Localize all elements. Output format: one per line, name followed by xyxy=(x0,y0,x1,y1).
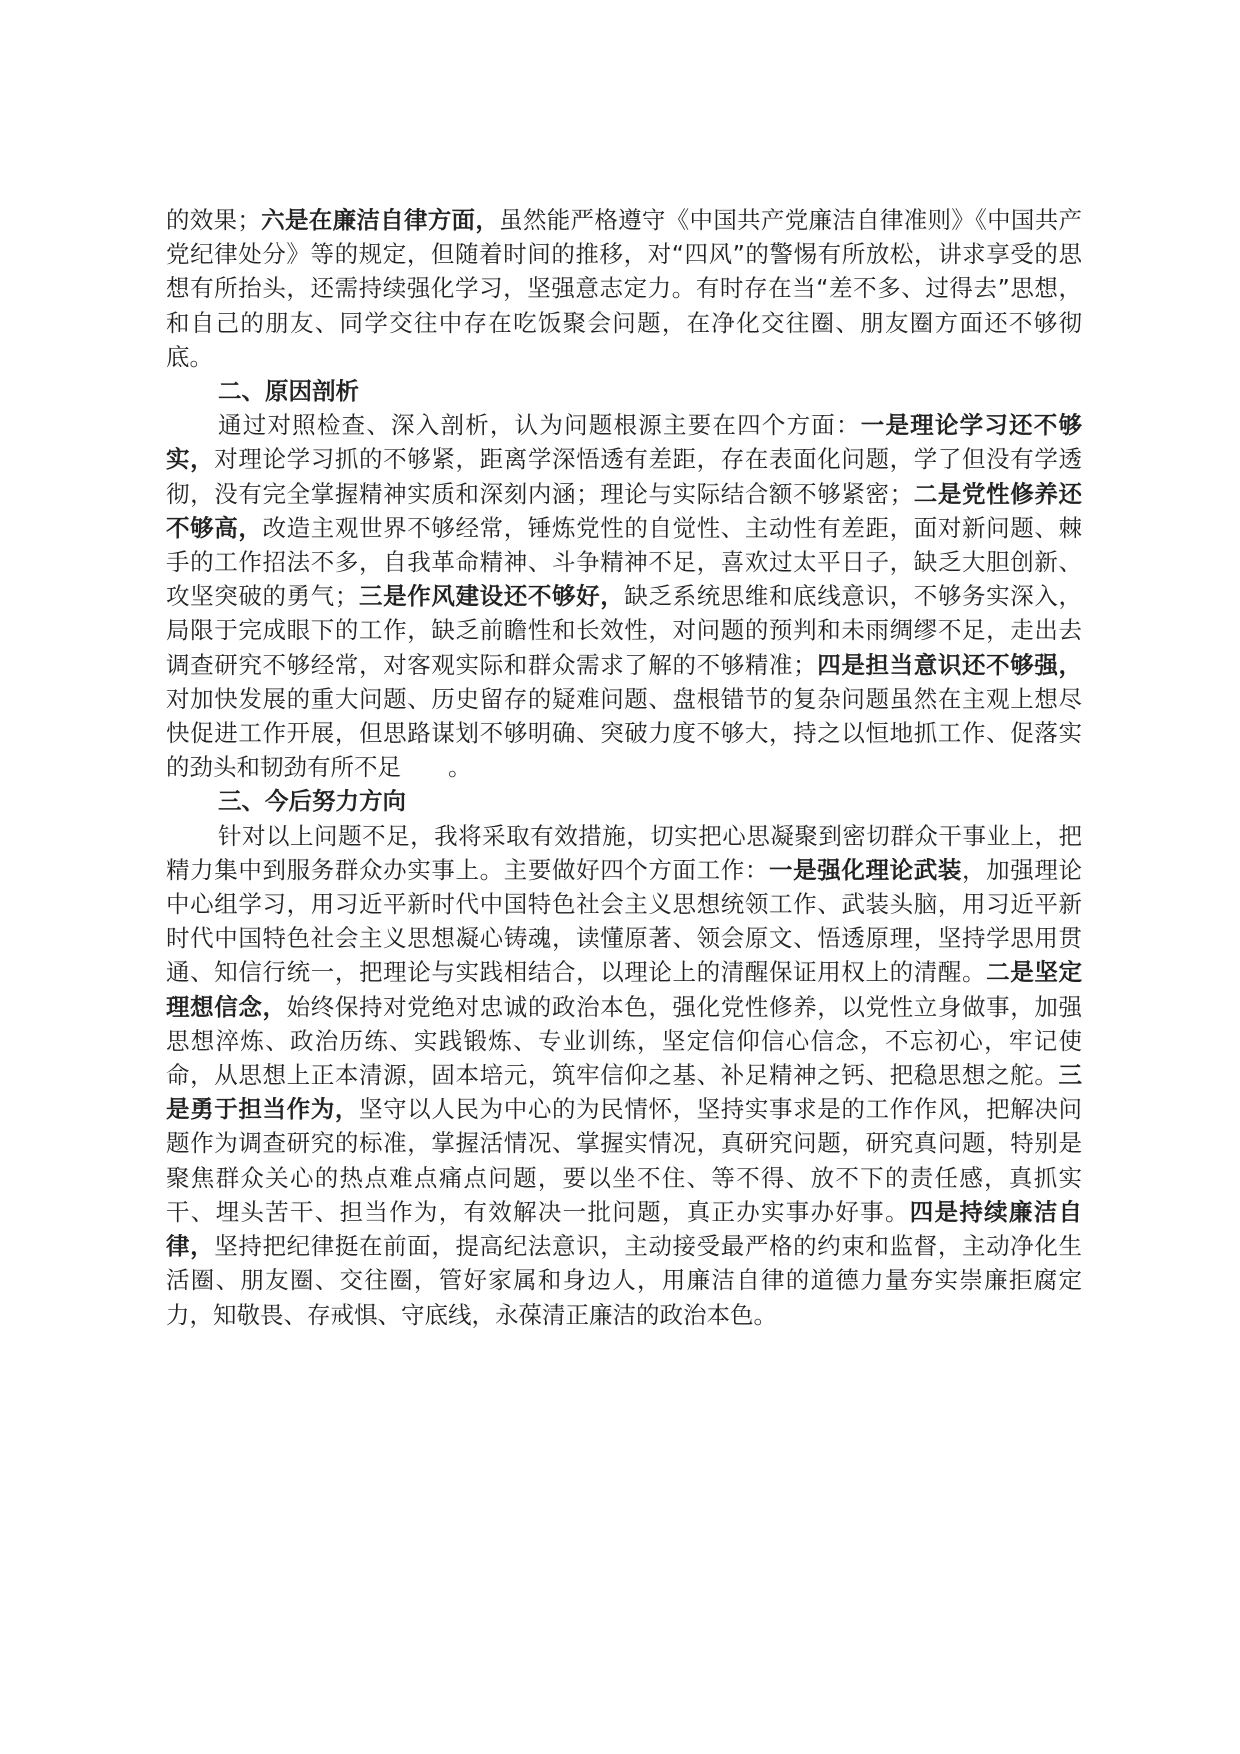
bold-lead-phrase: 三是作风建设还不够好， xyxy=(358,582,625,611)
section-heading-cause-analysis: 二、原因剖析 xyxy=(218,377,359,406)
body-text-segment: 针对以上问题不足，我将采取有效措施，切实把心思凝聚到密切群众干事业上，把精力集中到服务群众办实事上。主要做好四个方面工作： xyxy=(166,821,1082,884)
body-text-segment: 改造主观世界不够经常，锤炼党性的自觉性、主动性有差距，面对新问题、棘手的工作招法不多，自我革命精神、斗争精神不足，喜欢过太平日子，缺乏大胆创新、攻坚突破的勇气； xyxy=(166,513,1083,611)
body-text-segment: 对理论学习抓的不够紧，距离学深悟透有差距，存在表面化问题，学了但没有学透彻，没有完全掌握精神实质和深刻内涵；理论与实际结合额不够紧密； xyxy=(166,445,1083,508)
paragraph-future-direction xyxy=(166,819,1082,1332)
body-text-segment: 虽然能严格遵守《中国共产党廉洁自律准则》《中国共产党纪律处分》等的规定，但随着时间的推移，对“四风”的警惕有所放松，讲求享受的思想有所抬头，还需持续强化学习，坚强意志定力。有时存在当“差不多、过得去”思想，和自己的朋友、同学交往中存在吃饭聚会问题，在净化交往圈、朋友圈方面还不够彻底。 xyxy=(166,206,1083,371)
bold-lead-phrase: 二是坚定理想信念， xyxy=(166,958,1083,1021)
section-heading-future-direction: 三、今后努力方向 xyxy=(218,787,406,816)
body-text-segment: 坚持把纪律挺在前面，提高纪法意识，主动接受最严格的约束和监督，主动净化生活圈、朋友圈、交往圈，管好家属和身边人，用廉洁自律的道德力量夯实崇廉拒腐定力，知敬畏、存戒惧、守底线，永葆清正廉洁的政治本色。 xyxy=(166,1232,1083,1329)
body-text-segment: 对加快发展的重大问题、历史留存的疑难问题、盘根错节的复杂问题虽然在主观上想尽快促进工作开展，但思路谋划不够明确、突破力度不够大，持之以恒地抓工作、促落实的劲头和韧劲有所不足 。 xyxy=(166,684,1082,782)
body-text-segment: 缺乏系统思维和底线意识，不够务实深入，局限于完成眼下的工作，缺乏前瞻性和长效性，对问题的预判和未雨绸缪不足，走出去调查研究不够经常，对客观实际和群众需求了解的不够精准； xyxy=(166,582,1083,679)
bold-lead-phrase: 一是强化理论武装 xyxy=(769,855,963,884)
bold-lead-phrase: 六是在廉洁自律方面， xyxy=(260,206,500,234)
paragraph-cause-analysis xyxy=(166,408,1082,784)
body-text-segment: 坚守以人民为中心的为民情怀，坚持实事求是的工作作风，把解决问题作为调查研究的标准，掌握活情况、掌握实情况，真研究问题，研究真问题，特别是聚焦群众关心的热点难点痛点问题，要以坐不住、等不得、放不下的责任感，真抓实干、埋头苦干、担当作为，有效解决一批问题，真正办实事办好事。 xyxy=(166,1095,1083,1226)
document-body xyxy=(166,203,1082,1332)
bold-lead-phrase: 四是持续廉洁自律， xyxy=(166,1197,1083,1261)
body-text-segment: 始终保持对党绝对忠诚的政治本色，强化党性修养，以党性立身做事，加强思想淬炼、政治历练、实践锻炼、专业训练，坚定信仰信心信念，不忘初心，牢记使命，从思想上正本清源，固本培元，筑牢信仰之基、补足精神之钙、把稳思想之舵。 xyxy=(166,992,1083,1090)
body-text-segment: ，加强理论中心组学习，用习近平新时代中国特色社会主义思想统领工作、武装头脑，用习近平新时代中国特色社会主义思想凝心铸魂，读懂原著、领会原文、悟透原理，坚持学思用贯通、知信行统一，把理论与实践相结合，以理论上的清醒保证用权上的清醒。 xyxy=(166,855,1083,987)
bold-lead-phrase: 二是党性修养还不够高， xyxy=(166,479,1083,542)
bold-lead-phrase: 四是担当意识还不够强， xyxy=(816,650,1083,679)
paragraph-continued-findings xyxy=(166,203,1082,374)
body-text-segment: 通过对照检查、深入剖析，认为问题根源主要在四个方面： xyxy=(218,411,861,440)
bold-lead-phrase: 三是勇于担当作为， xyxy=(166,1061,1082,1124)
body-text-segment: 的效果； xyxy=(166,206,261,234)
bold-lead-phrase: 一是理论学习还不够实， xyxy=(166,411,1082,474)
